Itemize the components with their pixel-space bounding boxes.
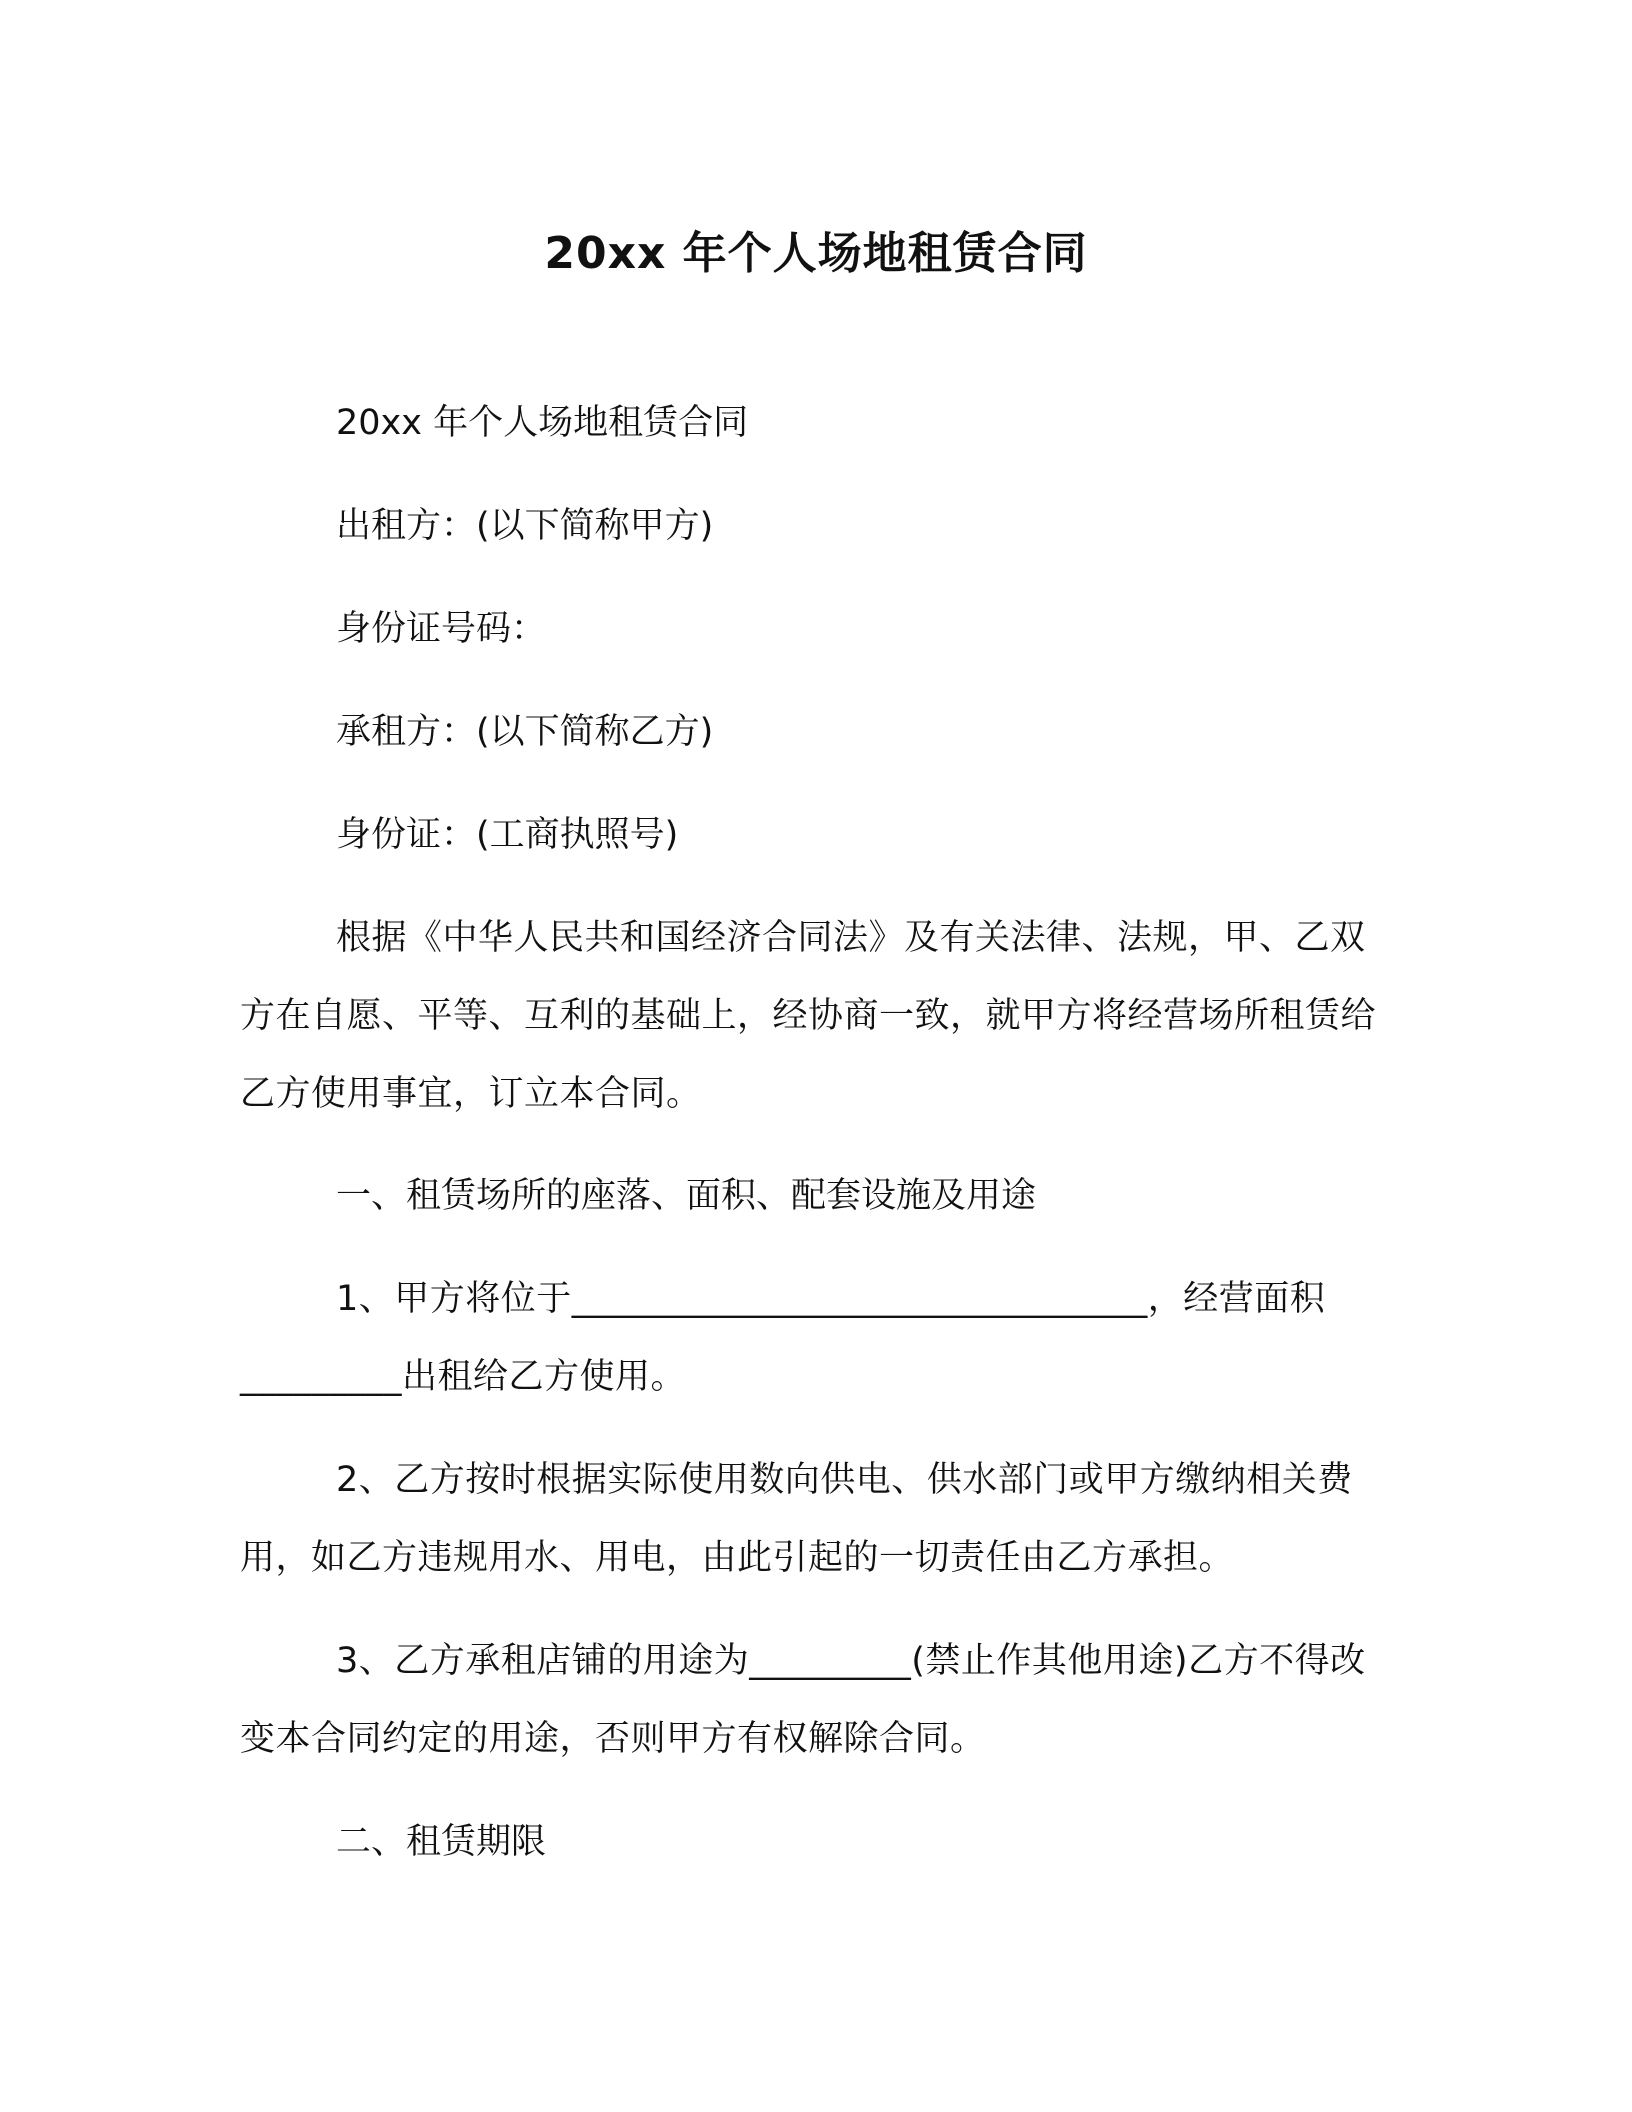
clause-1-paragraph: 1、甲方将位于________________________________，经营面积_________出租给乙方使用。 — [240, 1279, 1326, 1397]
lessor-line: 出租方：(以下简称甲方) — [336, 506, 714, 546]
lessor-id-line: 身份证号码： — [336, 609, 547, 649]
clause-2-paragraph: 2、乙方按时根据实际使用数向供电、供水部门或甲方缴纳相关费用，如乙方违规用水、用电，由此引起的一切责任由乙方承担。 — [240, 1460, 1353, 1578]
section-2-heading: 二、租赁期限 — [336, 1822, 547, 1862]
preamble-paragraph: 根据《中华人民共和国经济合同法》及有关法律、法规，甲、乙双方在自愿、平等、互利的基础上，经协商一致，就甲方将经营场所租赁给乙方使用事宜，订立本合同。 — [240, 918, 1377, 1114]
lessee-id-line: 身份证：(工商执照号) — [336, 815, 679, 855]
document-title: 20xx 年个人场地租赁合同 — [544, 228, 1088, 279]
contract-name-line: 20xx 年个人场地租赁合同 — [336, 403, 749, 443]
lessee-line: 承租方：(以下简称乙方) — [336, 712, 714, 752]
clause-3-paragraph: 3、乙方承租店铺的用途为_________(禁止作其他用途)乙方不得改变本合同约定的用途，否则甲方有权解除合同。 — [240, 1641, 1366, 1759]
section-1-heading: 一、租赁场所的座落、面积、配套设施及用途 — [336, 1176, 1037, 1216]
